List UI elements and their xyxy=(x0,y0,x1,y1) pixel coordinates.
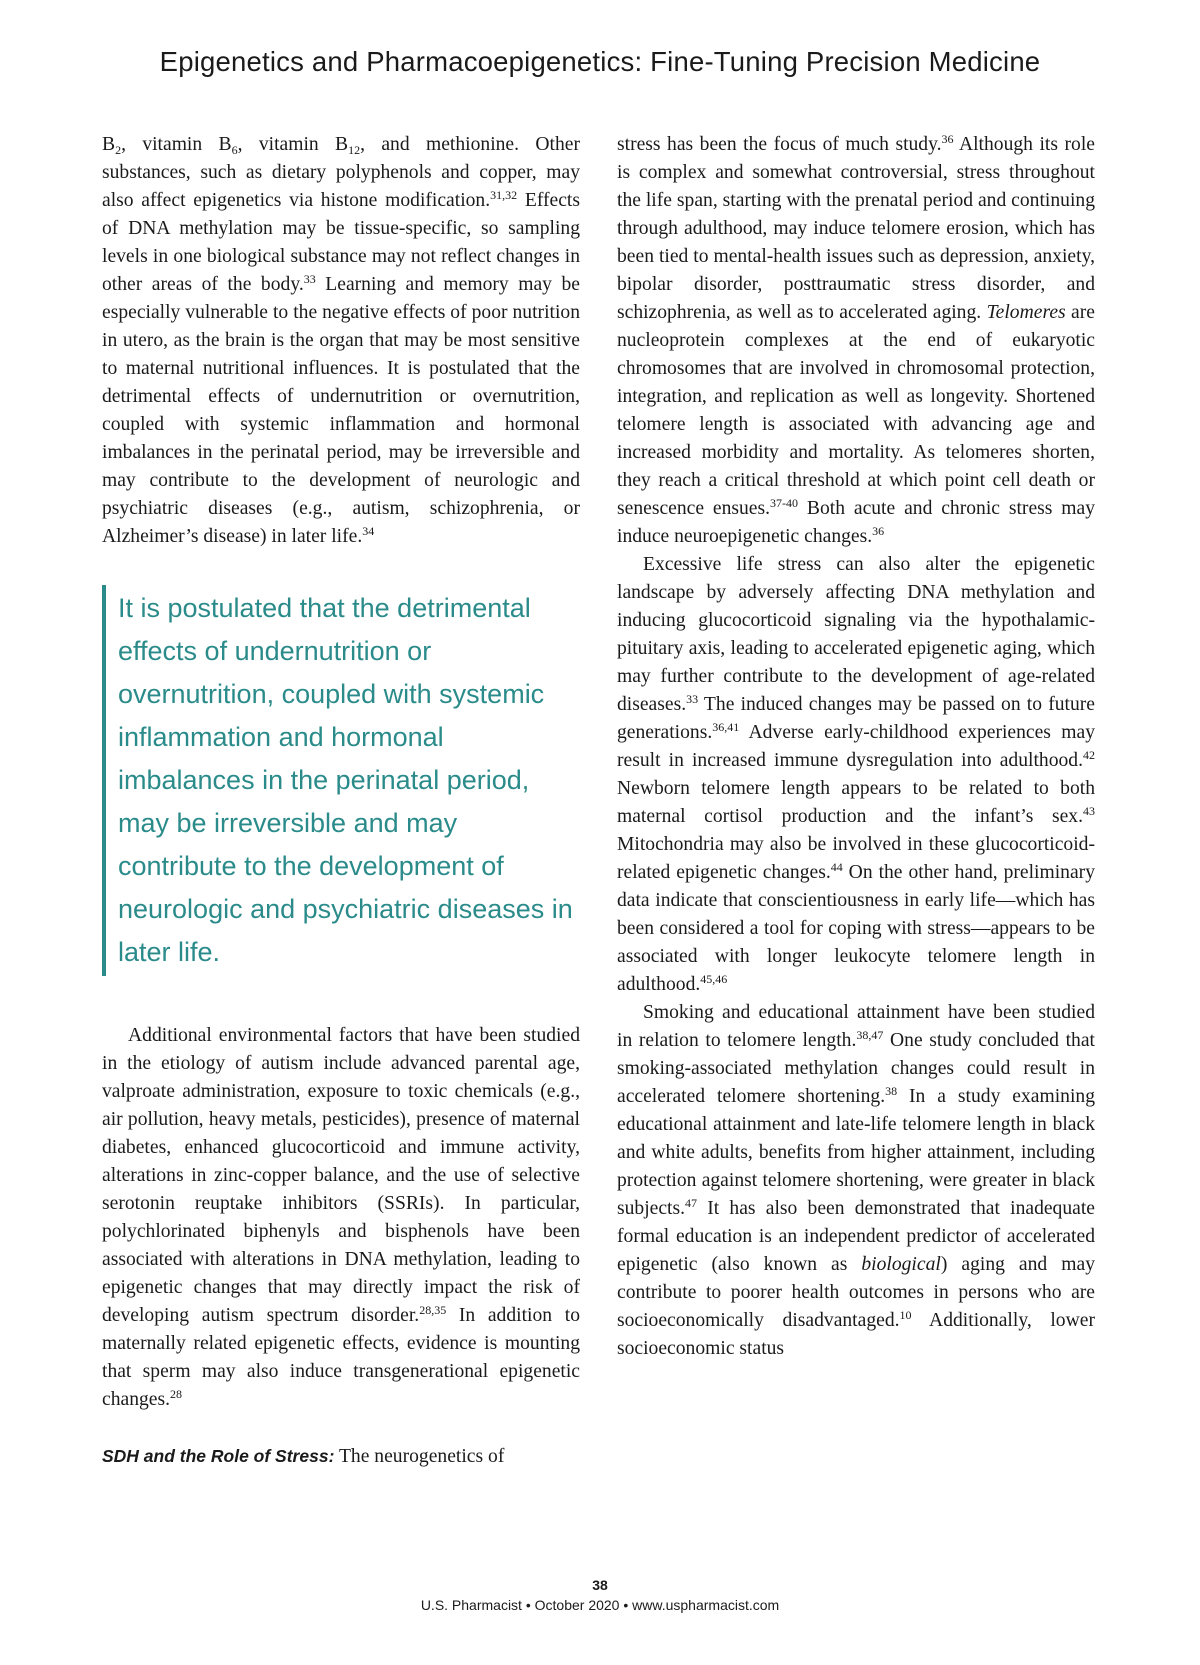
citation: 38 xyxy=(885,1084,898,1098)
citation: 47 xyxy=(685,1196,698,1210)
citation: 38,47 xyxy=(856,1028,884,1042)
section-subhead: SDH and the Role of Stress: xyxy=(102,1446,335,1466)
running-head: Epigenetics and Pharmacoepigenetics: Fine-Tuning Precision Medicine xyxy=(159,46,1041,77)
paragraph: Smoking and educational attainment have been studied in relation to telomere length.$^{38,47}$ One study concluded that smoking-associated methylation changes could result in accelerated telomere shortening.$^{38}$ In a study examining educational attainment and late-life telomere length in black and white adults, benefits from higher attainment, including protection against telomere shortening, were greater in black subjects.$^{47}$ It has also been demonstrated that inadequate formal education is an independent predictor of accelerated epigenetic (also known as biological) aging and may contribute to poorer health outcomes in persons who are socioeconomically disadvantaged.$^{10}$ Additionally, lower socioeconomic status xyxy=(617,1002,1096,1359)
citation: 42 xyxy=(1083,748,1095,762)
citation: 31,32 xyxy=(490,188,518,202)
citation: 34 xyxy=(362,524,375,538)
page-number: 38 xyxy=(592,1577,608,1593)
paragraph: SDH and the Role of Stress: The neurogenetics of xyxy=(102,1446,505,1467)
paragraph: $B_2$, vitamin $B_6$, vitamin $B_{12}$, and methionine. Other substances, such as dietary polyphenols and copper, may also affect epigenetics via histone modification.$^{31,32}$ Effects of DNA methylation may be tissue-specific, so sampling levels in one biological substance may not reflect changes in other areas of the body.$^{33}$ Learning and memory may be especially vulnerable to the negative effects of poor nutrition in utero, as the brain is the organ that may be most sensitive to maternal nutritional influences. It is postulated that the detrimental effects of undernutrition or overnutrition, coupled with systemic inflammation and hormonal imbalances in the perinatal period, may be irreversible and may contribute to the development of neurologic and psychiatric diseases (e.g., autism, schizophrenia, or Alzheimer’s disease) in later life.$^{34}$ xyxy=(102,134,580,547)
citation: 33 xyxy=(303,272,316,286)
citation: 36 xyxy=(941,132,954,146)
left-column xyxy=(102,131,580,1471)
citation: 44 xyxy=(830,860,843,874)
citation: 45,46 xyxy=(700,972,728,986)
paragraph: Excessive life stress can also alter the epigenetic landscape by adversely affecting DNA methylation and inducing glucocorticoid signaling via the hypothalamic-pituitary axis, leading to accelerated epigenetic aging, which may further contribute to the development of age-related diseases.$^{33}$ The induced changes may be passed on to future generations.$^{36,41}$ Adverse early-childhood experiences may result in increased immune dysregulation into adulthood.$^{42}$ Newborn telomere length appears to be related to both maternal cortisol production and the infant’s sex.$^{43}$ Mitochondria may also be involved in these glucocorticoid-related epigenetic changes.$^{44}$ On the other hand, preliminary data indicate that conscientiousness in early life—which has been considered a tool for coping with stress—appears to be associated with longer leukocyte telomere length in adulthood.$^{45,46}$ xyxy=(617,554,1096,995)
right-column xyxy=(617,131,1095,1363)
paragraph: Additional environmental factors that have been studied in the etiology of autism include advanced parental age, valproate administration, exposure to toxic chemicals (e.g., air pollution, heavy metals, pesticides), presence of maternal diabetes, enhanced glucocorticoid and immune activity, alterations in zinc-copper balance, and the use of selective serotonin reuptake inhibitors (SSRIs). In particular, polychlorinated biphenyls and bisphenols have been associated with alterations in DNA methylation, leading to epigenetic changes that may directly impact the risk of developing autism spectrum disorder.$^{28,35}$ In addition to maternally related epigenetic effects, evidence is mounting that sperm may also induce transgenerational epigenetic changes.$^{28}$ xyxy=(102,1025,580,1410)
citation: 33 xyxy=(686,692,699,706)
citation: 37-40 xyxy=(770,496,799,510)
citation: 36 xyxy=(872,524,885,538)
pull-quote: It is postulated that the detrimental effects of undernutrition or overnutrition, coupled with systemic inflammation and hormonal imbalances in the perinatal period, may be irreversible and may contribute to the development of neurologic and psychiatric diseases in later life. xyxy=(102,585,580,976)
paragraph: stress has been the focus of much study.$^{36}$ Although its role is complex and somewhat controversial, stress throughout the life span, starting with the prenatal period and continuing through adulthood, may induce telomere erosion, which has been tied to mental-health issues such as depression, anxiety, bipolar disorder, posttraumatic stress disorder, and schizophrenia, as well as to accelerated aging. Telomeres are nucleoprotein complexes at the end of eukaryotic chromosomes that are involved in chromosomal protection, integration, and replication as well as longevity. Shortened telomere length is associated with advancing age and increased morbidity and mortality. As telomeres shorten, they reach a critical threshold at which point cell death or senescence ensues.$^{37-40}$ Both acute and chronic stress may induce neuroepigenetic changes.$^{36}$ xyxy=(617,132,1095,547)
citation: 28 xyxy=(170,1387,183,1401)
footer-credit: U.S. Pharmacist • October 2020 • www.uspharmacist.com xyxy=(420,1597,780,1613)
citation: 10 xyxy=(899,1308,912,1322)
citation: 43 xyxy=(1083,804,1095,818)
citation: 36,41 xyxy=(712,720,740,734)
citation: 28,35 xyxy=(419,1303,447,1317)
